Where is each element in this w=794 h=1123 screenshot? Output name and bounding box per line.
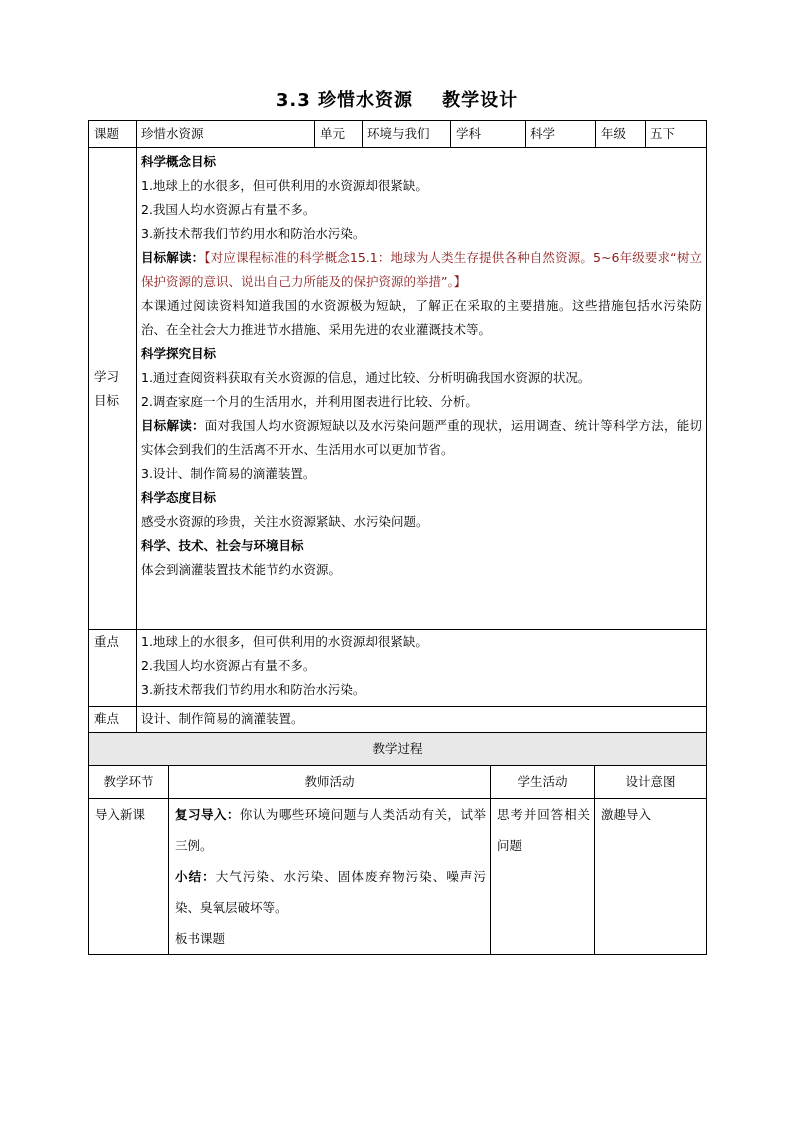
topic-value: 珍惜水资源 bbox=[137, 121, 315, 148]
inquiry-item: 3.设计、制作简易的滴灌装置。 bbox=[141, 466, 316, 481]
difficulty-row bbox=[89, 707, 707, 733]
teacher-activity-cell bbox=[169, 799, 491, 955]
header-intent: 设计意图 bbox=[595, 766, 707, 799]
unit-value: 环境与我们 bbox=[363, 121, 451, 148]
concept-item: 2.我国人均水资源占有量不多。 bbox=[141, 202, 316, 217]
attitude-heading: 科学态度目标 bbox=[141, 490, 217, 505]
objectives-label: 学习 目标 bbox=[89, 148, 137, 630]
header-stage: 教学环节 bbox=[89, 766, 169, 799]
objectives-content bbox=[137, 148, 707, 630]
page-title: 3.3 珍惜水资源 教学设计 bbox=[275, 90, 519, 111]
key-point-item: 2.我国人均水资源占有量不多。 bbox=[141, 658, 316, 673]
concept-note: 目标解读：【对应课程标准的科学概念15.1：地球为人类生存提供各种自然资源。5~6年级要求“树立保护资源的意识、说出自己力所能及的保护资源的举措”。】 bbox=[141, 250, 702, 289]
process-header-row bbox=[89, 766, 707, 799]
process-row bbox=[89, 799, 707, 955]
course-info-table bbox=[88, 120, 707, 733]
stse-item: 体会到滴灌装置技术能节约水资源。 bbox=[141, 562, 342, 577]
curriculum-standard-note: 【对应课程标准的科学概念15.1：地球为人类生存提供各种自然资源。5~6年级要求“树立保护资源的意识、说出自己力所能及的保护资源的举措”。】 bbox=[141, 250, 702, 289]
subject-label: 学科 bbox=[451, 121, 526, 148]
process-banner: 教学过程 bbox=[89, 733, 707, 766]
board-title: 板书课题 bbox=[175, 931, 226, 946]
grade-label: 年级 bbox=[596, 121, 646, 148]
grade-value: 五下 bbox=[646, 121, 707, 148]
inquiry-item: 1.通过查阅资料获取有关水资源的信息，通过比较、分析明确我国水资源的状况。 bbox=[141, 370, 591, 385]
stse-heading: 科学、技术、社会与环境目标 bbox=[141, 538, 304, 553]
inquiry-item: 2.调查家庭一个月的生活用水，并利用图表进行比较、分析。 bbox=[141, 394, 478, 409]
concept-heading: 科学概念目标 bbox=[141, 154, 217, 169]
stage-cell: 导入新课 bbox=[89, 799, 169, 955]
concept-item: 1.地球上的水很多，但可供利用的水资源却很紧缺。 bbox=[141, 178, 428, 193]
difficulty-content: 设计、制作简易的滴灌装置。 bbox=[137, 707, 707, 733]
concept-note-body: 本课通过阅读资料知道我国的水资源极为短缺，了解正在采取的主要措施。这些措施包括水污染防治、在全社会大力推进节水措施、采用先进的农业灌溉技术等。 bbox=[141, 298, 702, 337]
teaching-process-table bbox=[88, 732, 707, 955]
difficulty-label: 难点 bbox=[89, 707, 137, 733]
header-teacher: 教师活动 bbox=[169, 766, 491, 799]
key-point-item: 1.地球上的水很多，但可供利用的水资源却很紧缺。 bbox=[141, 634, 428, 649]
attitude-item: 感受水资源的珍贵，关注水资源紧缺、水污染问题。 bbox=[141, 514, 429, 529]
subject-value: 科学 bbox=[526, 121, 596, 148]
unit-label: 单元 bbox=[315, 121, 363, 148]
objectives-row bbox=[89, 148, 707, 630]
review-intro: 复习导入：你认为哪些环境问题与人类活动有关，试举三例。 bbox=[175, 807, 486, 853]
inquiry-note: 目标解读：面对我国人均水资源短缺以及水污染问题严重的现状，运用调查、统计等科学方法，能切实体会到我们的生活离不开水、生活用水可以更加节省。 bbox=[141, 418, 702, 457]
summary: 小结：大气污染、水污染、固体废弃物污染、噪声污染、臭氧层破坏等。 bbox=[175, 869, 486, 915]
key-points-label: 重点 bbox=[89, 630, 137, 707]
inquiry-heading: 科学探究目标 bbox=[141, 346, 217, 361]
header-student: 学生活动 bbox=[491, 766, 595, 799]
design-intent-cell: 激趣导入 bbox=[595, 799, 707, 955]
header-row bbox=[89, 121, 707, 148]
key-points-row bbox=[89, 630, 707, 707]
topic-label: 课题 bbox=[89, 121, 137, 148]
key-point-item: 3.新技术帮我们节约用水和防治水污染。 bbox=[141, 682, 366, 697]
student-activity-cell: 思考并回答相关问题 bbox=[491, 799, 595, 955]
key-points-content bbox=[137, 630, 707, 707]
concept-item: 3.新技术帮我们节约用水和防治水污染。 bbox=[141, 226, 366, 241]
